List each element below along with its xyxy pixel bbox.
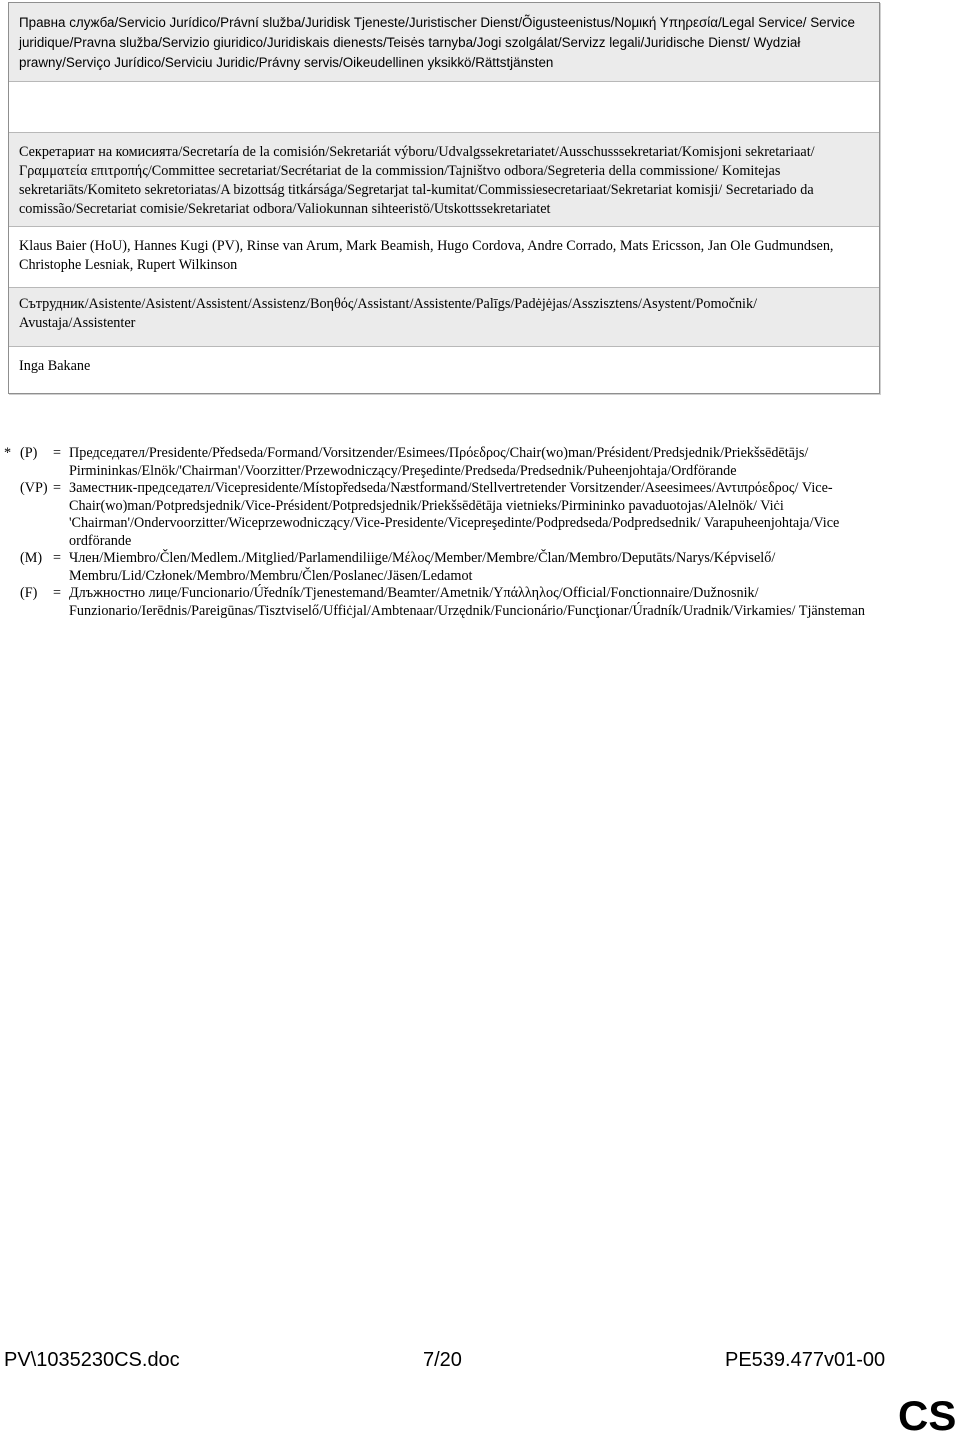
legend-code: (F)	[20, 585, 38, 601]
document-reference: PV\1035230CS.doc	[4, 1349, 180, 1371]
legend-text: Председател/Presidente/Předseda/Formand/Vorsitzender/Esimees/Πρόεδρος/Chair(wo)man/Président/Predsjednik/Priekšsēdētājs/ Pirmininkas/Elnök/'Chairman'/Voorzitter/Przewodniczący/Preşedinte/Predseda/Predsednik/Puheenjohtaja/Ordförande	[69, 445, 809, 479]
assistant-cell: Сътрудник/Asistente/Asistent/Assistent/Assistenz/Βοηθός/Assistant/Assistente/Palīgs/Padėjėjas/Asszisztens/Asystent/Pomočnik/ Avustaja/Assistenter	[9, 288, 879, 346]
legend-text: Длъжностно лице/Funcionario/Úředník/Tjenestemand/Beamter/Ametnik/Υπάλληλος/Official/Fonctionnaire/Dužnosnik/ Funzionario/Ierēdnis/Pareigūnas/Tisztviselő/Uffiċjal/Ambtenaar/Urzędnik/Funcionário/Funcţionar/Úradník/Uradnik/Virkamies/ Tjänsteman	[69, 585, 865, 619]
secretariat-staff-cell: Klaus Baier (HoU), Hannes Kugi (PV), Rinse van Arum, Mark Beamish, Hugo Cordova, Andre Corrado, Mats Ericsson, Jan Ole Gudmundsen, Christophe Lesniak, Rupert Wilkinson	[9, 227, 879, 287]
legend-text: Заместник-председател/Vicepresidente/Místopředseda/Næstformand/Stellvertretender Vorsitzender/Aseesimees/Αντιπρόεδρος/ Vice-Chair(wo)man/Potpredsjednik/Vice-Président/Potpredsjednik/Priekšsēdētāja vietnieks/Pirmininko pavaduotojas/Alelnök/ Viċi 'Chairman'/Ondervoorzitter/Wiceprzewodniczący/Vice-Presidente/Vicepreşedinte/Podpredseda/Podpredsednik/ Varapuheenjohtaja/Vice ordförande	[69, 480, 840, 549]
attendance-table	[8, 2, 880, 394]
legend-code: (VP)	[20, 480, 48, 496]
pe-reference: PE539.477v01-00	[725, 1349, 886, 1371]
committee-secretariat-cell: Секретариат на комисията/Secretaría de la comisión/Sekretariát výboru/Udvalgssekretariatet/Ausschusssekretariat/Komisjoni sekretariaat/Γραμματεία επιτροπής/Committee secretariat/Secrétariat de la commission/Tajništvo odbora/Segreteria della commissione/ Komitejas sekretariāts/Komiteto sekretoriatas/A bizottság titkársága/Segretarjat tal-kumitat/Commissiesecretariaat/Sekretariat komisji/ Secretariado da comissão/Secretariat comisie/Sekretariat odbora/Valiokunnan sihteeristö/Utskottssekretariatet	[9, 133, 879, 226]
legend-item-official	[0, 585, 900, 620]
legend-code: (M)	[20, 550, 43, 566]
legend-asterisk: *	[4, 445, 12, 461]
legend-item-chair	[0, 445, 900, 480]
assistant-name-cell: Inga Bakane	[9, 347, 879, 393]
legend-equals: =	[53, 480, 62, 496]
legend-equals: =	[53, 445, 62, 461]
language-code: CS	[898, 1392, 957, 1439]
legal-service-cell: Правна служба/Servicio Jurídico/Právní služba/Juridisk Tjeneste/Juristischer Dienst/Õigusteenistus/Νομική Υπηρεσία/Legal Service/ Service juridique/Pravna služba/Servizio giuridico/Juridiskais dienests/Teisės tarnyba/Jogi szolgálat/Servizz legali/Juridische Dienst/ Wydział prawny/Serviço Jurídico/Serviciu Juridic/Právny servis/Oikeudellinen yksikkö/Rättstjänsten	[9, 3, 879, 81]
page-number: 7/20	[423, 1349, 462, 1371]
legend-text: Член/Miembro/Člen/Medlem./Mitglied/Parlamendiliige/Μέλος/Member/Membre/Član/Membro/Deputāts/Narys/Képviselő/ Membru/Lid/Członek/Membro/Membru/Člen/Poslanec/Jäsen/Ledamot	[69, 550, 776, 584]
legend-code: (P)	[20, 445, 38, 461]
legal-service-names-cell	[9, 82, 879, 132]
legend-item-member	[0, 550, 900, 585]
role-legend	[0, 445, 900, 620]
legend-equals: =	[53, 585, 62, 601]
legend-item-vice-chair	[0, 480, 900, 550]
legend-equals: =	[53, 550, 62, 566]
